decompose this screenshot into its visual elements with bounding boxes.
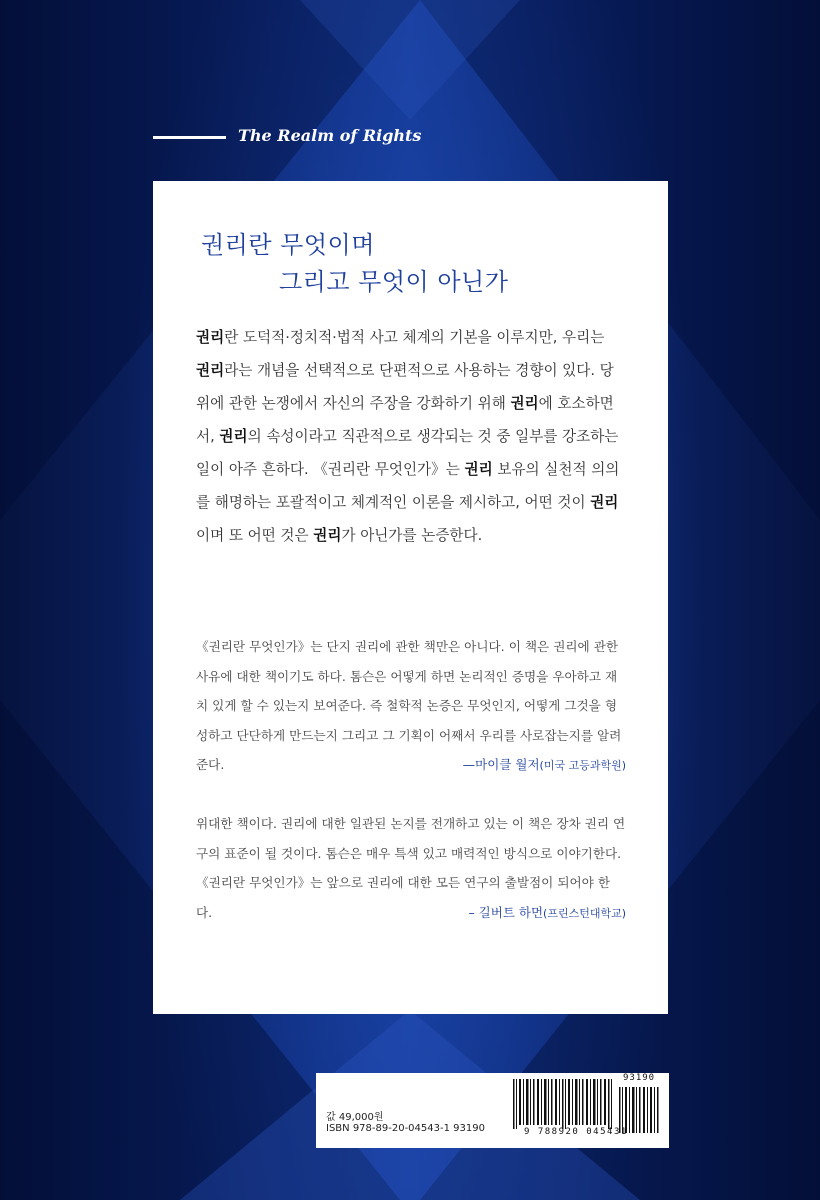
isbn: ISBN 978-89-20-04543-1 93190 <box>326 1123 485 1134</box>
price: 값 49,000원 <box>326 1112 384 1123</box>
keyword: 권리 <box>219 428 248 445</box>
review-2 <box>196 809 626 928</box>
review-body: 《권리란 무엇인가》는 단지 권리에 관한 책만은 아니다. 이 책은 권리에 관한 사유에 대한 책이기도 하다. 톰슨은 어떻게 하면 논리적인 증명을 우아하고 재치 있게 할 수 있는지 보여준다. 즉 철학적 논증은 무엇인지, 어떻게 그것을 형성하고 단단하게 만드는지 그리고 그 기획이 어째서 우리를 사로잡는지를 알려 준다. <box>196 639 622 772</box>
review-attribution <box>463 750 626 781</box>
review-affiliation: (프린스턴대학교) <box>543 906 626 920</box>
description-part: 라는 개념을 선택적으로 단편적으로 사용하는 경향이 있다. 당위에 관한 논쟁에서 자신의 주장을 강화하기 위해 <box>196 362 614 412</box>
review-body: 위대한 책이다. 권리에 대한 일관된 논지를 전개하고 있는 이 책은 장차 권리 연구의 표준이 될 것이다. 톰슨은 매우 특색 있고 매력적인 방식으로 이야기한다. 《권리란 무엇인가》는 앞으로 권리에 대한 모든 연구의 출발점이 되어야 한다. <box>196 816 626 920</box>
keyword: 권리 <box>196 362 225 379</box>
series-title: The Realm of Rights <box>238 126 422 145</box>
barcode-digits: 9 788920 045431 <box>524 1127 628 1137</box>
keyword: 권리 <box>313 527 342 544</box>
description-part: 가 아닌가를 논증한다. <box>341 527 483 544</box>
review-author: —마이클 월저 <box>462 757 540 772</box>
review-author: – 길버트 하먼 <box>468 904 544 920</box>
keyword: 권리 <box>510 395 539 412</box>
description <box>196 321 621 552</box>
review-affiliation: (미국 고등과학원) <box>539 759 626 772</box>
keyword: 권리 <box>196 329 225 346</box>
description-part: 에 호소하면서, <box>196 395 614 445</box>
review-text <box>196 809 626 927</box>
description-part: 의 속성이라고 직관적으로 생각되는 것 중 일부를 강조하는 일이 아주 흔하다. 《권리란 무엇인가》는 <box>196 428 619 478</box>
headline <box>201 227 641 301</box>
series-rule <box>153 136 226 139</box>
description-part: 란 도덕적·정치적·법적 사고 체계의 기본을 이루지만, 우리는 <box>224 329 605 346</box>
review-attribution <box>468 898 626 929</box>
description-paragraph <box>196 321 621 552</box>
description-part: 보유의 실천적 의의를 해명하는 포괄적이고 체계적인 이론을 제시하고, 어떤 것이 <box>196 461 620 511</box>
description-part: 이며 또 어떤 것은 <box>196 527 314 544</box>
review-text <box>196 632 626 780</box>
headline-line-2: 그리고 무엇이 아닌가 <box>279 268 509 296</box>
review-1 <box>196 632 626 781</box>
addon-digits: 93190 <box>623 1073 656 1083</box>
keyword: 권리 <box>464 461 493 478</box>
back-cover-panel <box>153 181 668 1014</box>
headline-line-1: 권리란 무엇이며 <box>201 231 375 259</box>
keyword: 권리 <box>590 494 619 511</box>
barcode-box <box>316 1073 669 1148</box>
